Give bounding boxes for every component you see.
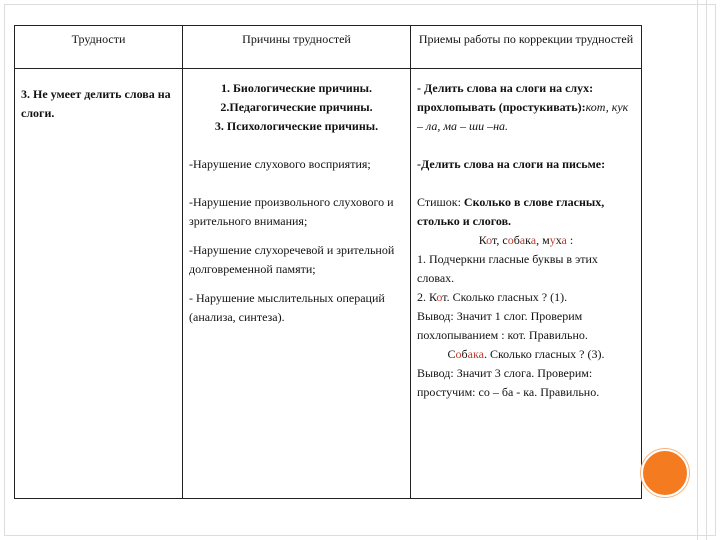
header-difficulties: Трудности xyxy=(15,26,183,69)
header-causes: Причины трудностей xyxy=(183,26,411,69)
example-words: Кот, собака, муха : xyxy=(478,233,574,247)
method-example: кот, кук – ла, ма – ши –на. xyxy=(417,100,629,133)
cause-item: - Нарушение мыслительных операций (анализа, синтеза). xyxy=(189,291,385,324)
difficulties-table xyxy=(14,25,642,499)
method-text: - Делить слова на слоги на слух: прохлопывать (простукивать): xyxy=(417,81,594,114)
decor-line xyxy=(706,0,707,540)
conclusion-2: Вывод: Значит 3 слога. Проверим: простучим: со – ба - ка. Правильно. xyxy=(417,366,600,399)
decor-orange-circle xyxy=(641,449,689,497)
method-writing: -Делить слова на слоги на письме: xyxy=(417,157,606,171)
cause-main: 3. Психологические причины. xyxy=(214,119,379,133)
step-1: 1. Подчеркни гласные буквы в этих словах. xyxy=(417,252,598,285)
step-2: 2. Кот. Сколько гласных ? (1). xyxy=(417,290,568,304)
method-hearing xyxy=(417,79,635,136)
cause-item: -Нарушение слухового восприятия; xyxy=(189,157,371,171)
methods-cell xyxy=(411,69,642,499)
verse xyxy=(417,193,635,231)
table-row xyxy=(15,69,642,499)
cause-item: -Нарушение произвольного слухового и зрительного внимания; xyxy=(189,195,394,228)
decor-line xyxy=(697,0,698,540)
verse-label: Стишок: xyxy=(417,195,464,209)
header-methods: Приемы работы по коррекции трудностей xyxy=(411,26,642,69)
difficulty-cell: 3. Не умеет делить слова на слоги. xyxy=(15,69,183,499)
step-3: Собака. Сколько гласных ? (3). xyxy=(447,347,605,361)
causes-cell xyxy=(183,69,411,499)
cause-main: 2.Педагогические причины. xyxy=(220,100,373,114)
cause-item: -Нарушение слухоречевой и зрительной долговременной памяти; xyxy=(189,243,395,276)
cause-main: 1. Биологические причины. xyxy=(221,81,372,95)
conclusion-1: Вывод: Значит 1 слог. Проверим похлопыванием : кот. Правильно. xyxy=(417,309,588,342)
header-row xyxy=(15,26,642,69)
verse-text: Сколько в слове гласных, столько и слогов. xyxy=(417,195,605,228)
